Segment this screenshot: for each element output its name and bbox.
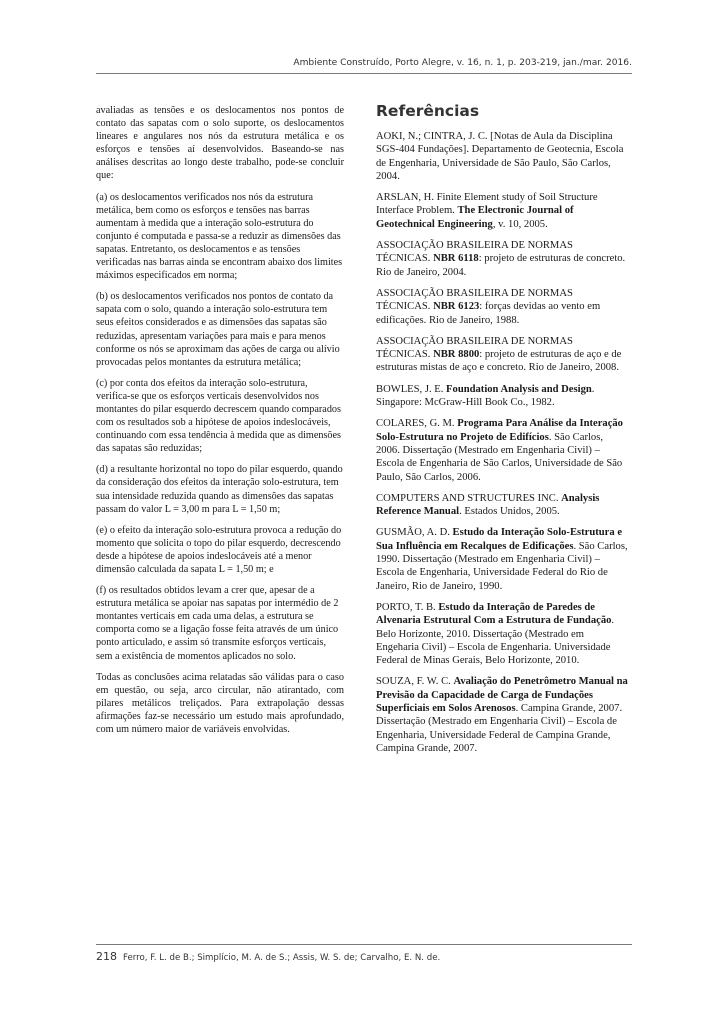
conclusion-item-c: (c) por conta dos efeitos da interação solo-estrutura, verifica-se que os esforços verticais desenvolvidos nos montantes do pilar esquerdo decrescem quando comparados com os resultados sob a hipótese de apoios indeslocáveis, continuando com essa tendência à medida que as dimensões das sapatas são reduzidas; [96, 377, 341, 455]
references-heading: Referências [376, 102, 480, 120]
reference-entry: ASSOCIAÇÃO BRASILEIRA DE NORMAS TÉCNICAS. NBR 8800: projeto de estruturas de aço e de estruturas mistas de aço e concreto. Rio de Janeiro, 2008. [376, 335, 622, 374]
reference-entry: AOKI, N.; CINTRA, J. C. [Notas de Aula da Disciplina SGS-404 Fundações]. Departamento de Geotecnia, Escola de Engenharia, Universidade de São Paulo, São Carlos, 2004. [376, 131, 624, 182]
conclusion-item-b: (b) os deslocamentos verificados nos pontos de contato da sapata com o solo, quando a interação solo-estrutura tem seus efeitos considerados e as dimensões das sapatas são reduzidas, apresentam variações para mais e para menos conforme os nós se aproximam das ações de carga ou alívio provocadas pelos montantes da estrutura metálica; [96, 291, 340, 368]
conclusions-closing: Todas as conclusões acima relatadas são válidas para o caso em questão, ou seja, arco circular, não atirantado, com pilares metálicos treliçados. Para extrapolação dessas afirmações faz-se necessário um estudo mais aprofundado, com um número maior de variáveis envolvidas. [96, 671, 344, 736]
conclusion-item-a: (a) os deslocamentos verificados nos nós da estrutura metálica, bem como os esforços e tensões nas barras aumentam à medida que a interação solo-estrutura do conjunto é computada e passa-se a reduzir as dimensões das sapatas. Entretanto, os deslocamentos e as tensões verificadas nas barras ainda se encontram abaixo dos limites máximos especificados em norma; [96, 191, 343, 282]
running-header: Ambiente Construído, Porto Alegre, v. 16, n. 1, p. 203-219, jan./mar. 2016. [293, 58, 632, 68]
running-footer [96, 950, 440, 963]
header-divider [96, 73, 632, 74]
conclusions-column [96, 104, 344, 744]
conclusion-item-d: (d) a resultante horizontal no topo do pilar esquerdo, quando da consideração dos efeitos da interação solo-estrutura, tem sua intensidade reduzida quando as dimensões das sapatas passam do valor L = 3,00 m para L = 1,50 m; [96, 464, 343, 515]
reference-entry: GUSMÃO, A. D. Estudo da Interação Solo-Estrutura e Sua Influência em Recalques de Edificações. São Carlos, 1990. Dissertação (Mestrado em Engenharia Civil) – Escola de Engenharia, Universidade Federal do Rio de Janeiro, Rio de Janeiro, 1990. [376, 527, 628, 592]
reference-entry: COLARES, G. M. Programa Para Análise da Interação Solo-Estrutura no Projeto de Edifícios. São Carlos, 2006. Dissertação (Mestrado em Engenharia Civil) – Escola de Engenharia de São Carlos, Universidade de São Paulo, São Carlos, 2006. [376, 418, 623, 483]
reference-entry: ASSOCIAÇÃO BRASILEIRA DE NORMAS TÉCNICAS. NBR 6118: projeto de estruturas de concreto. Rio de Janeiro, 2004. [376, 240, 626, 278]
references-column [376, 102, 628, 763]
reference-entry: SOUZA, F. W. C. Avaliação do Penetrômetro Manual na Previsão da Capacidade de Carga de Fundações Superficiais em Solos Arenosos. Campina Grande, 2007. Dissertação (Mestrado em Engenharia Civil) – Escola de Engenharia, Universidade Federal de Campina Grande, Campina Grande, 2007. [376, 676, 628, 754]
reference-entry: ARSLAN, H. Finite Element study of Soil Structure Interface Problem. The Electronic Journal of Geotechnical Engineering, v. 10, 2005. [376, 192, 598, 230]
reference-entry: COMPUTERS AND STRUCTURES INC. Analysis Reference Manual. Estados Unidos, 2005. [376, 492, 600, 518]
reference-entry: PORTO, T. B. Estudo da Interação de Paredes de Alvenaria Estrutural Com a Estrutura de Fundação. Belo Horizonte, 2010. Dissertação (Mestrado em Engeharia Civil) – Escola de Engenharia. Universidade Federal de Minas Gerais, Belo Horizonte, 2010. [376, 601, 615, 667]
footer-authors: Ferro, F. L. de B.; Simplício, M. A. de S.; Assis, W. S. de; Carvalho, E. N. de. [123, 953, 441, 963]
conclusion-item-f: (f) os resultados obtidos levam a crer que, apesar de a estrutura metálica se apoiar nas sapatas por intermédio de 2 montantes verticais em cada uma delas, a estrutura se comporta como se a ligação fosse feita através de um único ponto articulado, e assim só transmite esforços verticais, sem a existência de momentos aplicados no solo. [96, 585, 339, 662]
conclusion-item-e: (e) o efeito da interação solo-estrutura provoca a redução do momento que solicita o topo do pilar esquerdo, decrescendo desde a hipótese de apoios indeslocáveis até a menor dimensão calculada da sapata L = 1,50 m; e [96, 524, 342, 575]
page-number: 218 [96, 950, 117, 963]
conclusions-intro: avaliadas as tensões e os deslocamentos nos pontos de contato das sapatas com o solo suporte, os deslocamentos lineares e angulares nos nós da estrutura metálica e os esforços e tensões aí desenvolvidos. Baseando-se nas análises descritas ao longo deste trabalho, pode-se concluir que: [96, 105, 344, 182]
reference-entry: BOWLES, J. E. Foundation Analysis and Design. Singapore: McGraw-Hill Book Co., 1982. [376, 383, 595, 409]
reference-entry: ASSOCIAÇÃO BRASILEIRA DE NORMAS TÉCNICAS. NBR 6123: forças devidas ao vento em edificações. Rio de Janeiro, 1988. [376, 287, 601, 326]
footer-divider [96, 944, 632, 945]
